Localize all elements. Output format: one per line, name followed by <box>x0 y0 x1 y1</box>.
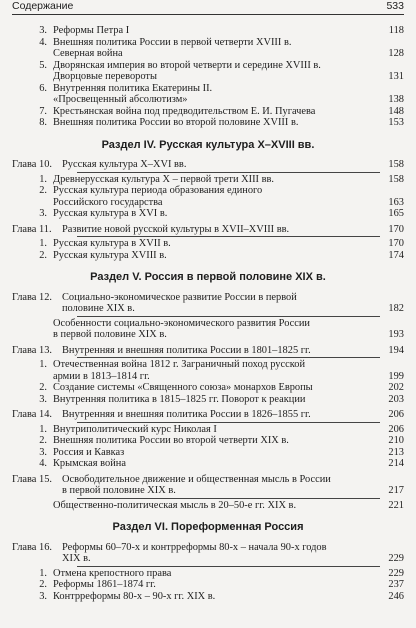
chapter-rule <box>77 566 380 567</box>
entry-title-line: Отечественная война 1812 г. Заграничный поход русской <box>53 359 306 370</box>
entry-title-line: Российского государства <box>53 196 163 208</box>
toc-entry[interactable] <box>27 117 404 129</box>
entry-title-line: армии в 1813–1814 гг. <box>53 370 150 382</box>
entry-title <box>53 60 380 83</box>
toc-entry[interactable] <box>27 83 404 106</box>
entry-title <box>53 458 380 470</box>
toc-entry[interactable] <box>27 579 404 591</box>
page-number: 229 <box>388 567 404 579</box>
entry-title <box>53 435 380 447</box>
entry-title <box>53 25 380 37</box>
entry-title <box>53 359 380 382</box>
toc-entry[interactable] <box>27 60 404 83</box>
page-number: 202 <box>388 382 404 393</box>
entry-title <box>62 409 380 421</box>
entry-number: 2. <box>39 382 47 393</box>
entry-title-line: Северная война <box>53 48 123 59</box>
entry-title-line: Крестьянская война под предводительством Е. И. Пугачева <box>53 105 316 117</box>
entry-title-line: Социально-экономическое развитие России в первой <box>62 291 297 303</box>
toc-chapter[interactable] <box>12 292 404 315</box>
entry-title-line: Внутренняя политика в 1815–1825 гг. Поворот к реакции <box>53 393 306 405</box>
page-number: 182 <box>388 303 404 314</box>
entry-number: 2. <box>39 579 47 590</box>
chapter-rule <box>77 422 380 423</box>
entry-title-line: Русская культура X–XVI вв. <box>62 159 187 170</box>
entry-title <box>62 159 380 171</box>
entry-title-line: Внутренняя политика Екатерины II. <box>53 82 213 94</box>
chapter-rule <box>77 236 380 237</box>
entry-title-line: половине XIX в. <box>62 303 135 314</box>
entry-number: 6. <box>39 82 47 94</box>
entry-title-line: Общественно-политическая мысль в 20–50-е гг. XIX в. <box>53 499 297 511</box>
page-number: 213 <box>388 446 404 458</box>
entry-title <box>53 83 380 106</box>
entry-title <box>53 208 380 220</box>
page-number: 138 <box>388 94 404 105</box>
toc-entry[interactable] <box>27 424 404 436</box>
entry-title-line: Реформы Петра I <box>53 25 130 36</box>
toc-entry[interactable] <box>27 500 404 512</box>
entry-number: 2. <box>39 435 47 446</box>
entry-title-line: Реформы 60–70-х и контрреформы 80-х – начала 90-х годов <box>62 541 327 553</box>
entry-title <box>62 292 380 315</box>
chapter-label: Глава 16. <box>12 541 52 553</box>
entry-title <box>53 568 380 580</box>
entry-title <box>53 250 380 262</box>
entry-title <box>53 394 380 406</box>
entry-title-line: Освободительное движение и общественная мысль в России <box>62 473 331 485</box>
entry-title-line: XIX в. <box>62 553 91 564</box>
entry-title <box>53 185 380 208</box>
entry-title-line: Внутриполитический курс Николая I <box>53 423 217 435</box>
entry-number: 1. <box>39 567 47 579</box>
entry-title <box>53 238 380 250</box>
toc-entry[interactable] <box>27 447 404 459</box>
page-number: 210 <box>388 435 404 446</box>
toc-entry[interactable] <box>27 359 404 382</box>
page-number: 170 <box>388 238 404 249</box>
entry-title-line: Контрреформы 80-х – 90-х гг. XIX в. <box>53 590 216 602</box>
entry-number: 3. <box>39 393 47 405</box>
toc-chapter[interactable] <box>12 224 404 236</box>
page-number: 163 <box>388 196 404 208</box>
entry-number: 2. <box>39 249 47 261</box>
entry-title-line: Внутренняя и внешняя политика России в 1826–1855 гг. <box>62 409 311 420</box>
entry-title-line: Внешняя политика России в первой четверти XVIII в. <box>53 36 292 48</box>
chapter-label: Глава 12. <box>12 291 52 303</box>
entry-title-line: Особенности социально-экономического развития России <box>53 317 310 329</box>
page-number: 206 <box>388 409 404 420</box>
entry-title <box>53 500 380 512</box>
toc-entry[interactable] <box>27 318 404 341</box>
entry-number: 7. <box>39 105 47 117</box>
entry-title-line: Дворянская империя во второй четверти и середине XVIII в. <box>53 59 321 71</box>
entry-title <box>62 345 380 357</box>
page-number: 158 <box>388 173 404 185</box>
table-of-contents <box>12 25 404 602</box>
header-page-number: 533 <box>386 0 404 12</box>
entry-number: 1. <box>39 238 47 249</box>
entry-title <box>53 382 380 394</box>
page-number: 174 <box>388 249 404 261</box>
page-number: 237 <box>388 579 404 590</box>
chapter-label: Глава 14. <box>12 409 52 420</box>
page-number: 118 <box>388 25 404 36</box>
page-number: 229 <box>388 553 404 564</box>
entry-number: 1. <box>39 423 47 435</box>
entry-number: 8. <box>39 117 47 128</box>
section-heading: Раздел V. Россия в первой половине XIX в. <box>90 271 326 283</box>
entry-title <box>53 37 380 60</box>
chapter-rule <box>77 316 380 317</box>
entry-title-line: Развитие новой русской культуры в XVII–XVIII вв. <box>62 223 290 235</box>
entry-number: 1. <box>39 359 47 370</box>
page-number: 148 <box>388 105 404 117</box>
chapter-label: Глава 15. <box>12 473 52 485</box>
entry-title <box>53 318 380 341</box>
entry-title-line: Древнерусская культура X – первой трети XIII вв. <box>53 173 275 185</box>
page-number: 158 <box>388 159 404 170</box>
entry-title-line: Дворцовые перевороты <box>53 71 157 82</box>
toc-entry[interactable] <box>27 37 404 60</box>
toc-entry[interactable] <box>27 435 404 447</box>
page-number: 128 <box>388 48 404 59</box>
chapter-label: Глава 10. <box>12 159 52 170</box>
toc-entry[interactable] <box>27 238 404 250</box>
running-header <box>12 0 404 15</box>
toc-entry[interactable] <box>27 185 404 208</box>
entry-number: 3. <box>39 590 47 602</box>
page-number: 193 <box>388 329 404 340</box>
entry-title-line: Реформы 1861–1874 гг. <box>53 579 156 590</box>
page-number: 217 <box>388 485 404 496</box>
entry-number: 3. <box>39 446 47 458</box>
entry-title <box>62 542 380 565</box>
toc-entry[interactable] <box>27 394 404 406</box>
entry-title <box>53 106 380 118</box>
entry-title <box>62 474 380 497</box>
chapter-label: Глава 13. <box>12 344 52 356</box>
toc-entry[interactable] <box>27 382 404 394</box>
toc-chapter[interactable] <box>12 474 404 497</box>
entry-number: 5. <box>39 59 47 71</box>
entry-number: 3. <box>39 25 47 36</box>
toc-entry[interactable] <box>27 250 404 262</box>
toc-chapter[interactable] <box>12 345 404 357</box>
entry-title <box>53 447 380 459</box>
toc-entry[interactable] <box>27 208 404 220</box>
entry-title-line: в первой половине XIX в. <box>53 329 167 340</box>
entry-title <box>53 174 380 186</box>
entry-title-line: Русская культура периода образования единого <box>53 185 263 196</box>
entry-title <box>62 224 380 236</box>
toc-entry[interactable] <box>27 25 404 37</box>
page-number: 199 <box>388 370 404 382</box>
chapter-rule <box>77 357 380 358</box>
chapter-rule <box>77 172 380 173</box>
entry-number: 4. <box>39 36 47 48</box>
entry-title <box>53 424 380 436</box>
entry-title <box>53 117 380 129</box>
page-number: 131 <box>388 71 404 82</box>
page-number: 246 <box>388 590 404 602</box>
page-number: 194 <box>388 344 404 356</box>
entry-number: 2. <box>39 185 47 196</box>
chapter-label: Глава 11. <box>12 223 52 235</box>
page-number: 214 <box>388 458 404 469</box>
entry-number: 3. <box>39 208 47 219</box>
entry-title-line: Внешняя политика России во второй четверти XIX в. <box>53 435 289 446</box>
toc-chapter[interactable] <box>12 409 404 421</box>
entry-title-line: Русская культура в XVI в. <box>53 208 168 219</box>
section-heading: Раздел VI. Пореформенная Россия <box>112 521 304 533</box>
page-number: 170 <box>388 223 404 235</box>
chapter-rule <box>77 498 380 499</box>
toc-entry[interactable] <box>27 591 404 603</box>
entry-title-line: Внешняя политика России во второй половине XVIII в. <box>53 117 299 128</box>
entry-number: 4. <box>39 458 47 469</box>
toc-chapter[interactable] <box>12 542 404 565</box>
toc-entry[interactable] <box>27 174 404 186</box>
toc-entry[interactable] <box>27 458 404 470</box>
page-number: 206 <box>388 423 404 435</box>
toc-entry[interactable] <box>27 568 404 580</box>
entry-title <box>53 579 380 591</box>
page-number: 221 <box>388 499 404 511</box>
page-number: 153 <box>388 117 404 128</box>
toc-chapter[interactable] <box>12 159 404 171</box>
section-heading: Раздел IV. Русская культура X–XVIII вв. <box>101 138 315 151</box>
entry-title-line: Русская культура в XVII в. <box>53 238 171 249</box>
entry-title-line: в первой половине XIX в. <box>62 485 176 496</box>
page-number: 165 <box>388 208 404 219</box>
entry-title-line: Русская культура XVIII в. <box>53 249 167 261</box>
entry-title-line: Создание системы «Священного союза» монархов Европы <box>53 382 313 393</box>
entry-title-line: Внутренняя и внешняя политика России в 1801–1825 гг. <box>62 344 311 356</box>
entry-title-line: Россия и Кавказ <box>53 446 125 458</box>
entry-title <box>53 591 380 603</box>
entry-title-line: Отмена крепостного права <box>53 567 172 579</box>
toc-entry[interactable] <box>27 106 404 118</box>
page-number: 203 <box>388 393 404 405</box>
entry-title-line: «Просвещенный абсолютизм» <box>53 94 188 105</box>
entry-number: 1. <box>39 173 47 185</box>
header-title: Содержание <box>12 0 74 12</box>
entry-title-line: Крымская война <box>53 458 126 469</box>
